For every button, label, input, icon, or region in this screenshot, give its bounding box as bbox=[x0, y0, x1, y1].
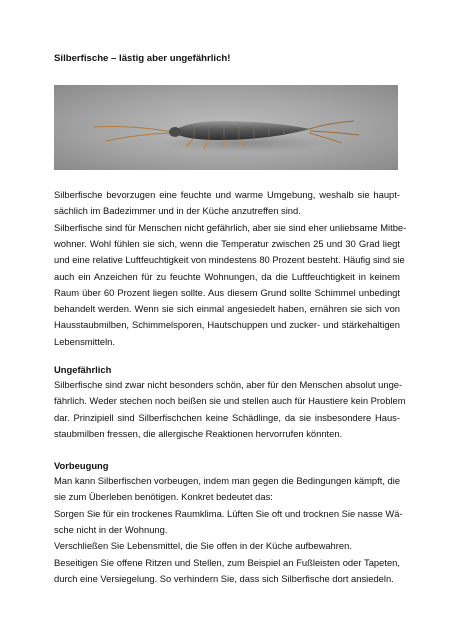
paragraph-line: sie zum Überleben benötigen. Konkret bedeutet das: bbox=[54, 491, 273, 503]
paragraph-line: sächlich im Badezimmer und in der Küche anzutreffen sind. bbox=[54, 205, 301, 217]
paragraph-line: Verschließen Sie Lebensmittel, die Sie offen in der Küche aufbewahren. bbox=[54, 540, 352, 552]
paragraph-line: Hausstaubmilben, Schimmelsporen, Hautschuppen und zucker- und stärkehaltigen bbox=[54, 319, 400, 331]
paragraph-line: behandelt werden. Wenn sie sich einmal angesiedelt haben, ernähren sie sich von bbox=[54, 303, 400, 315]
paragraph-line: dar. Prinzipiell sind Silberfischchen keine Schädlinge, da sie insbesondere Haus- bbox=[54, 411, 400, 423]
paragraph-line: Raum über 60 Prozent liegen sollte. Aus diesem Grund sollte Schimmel unbedingt bbox=[54, 286, 400, 298]
section-heading: Vorbeugung bbox=[54, 460, 109, 471]
paragraph-line: Silberfische bevorzugen eine feuchte und warme Umgebung, weshalb sie haupt- bbox=[54, 189, 400, 200]
paragraph-line: staubmilben fressen, die allergische Reaktionen hervorrufen könnten. bbox=[54, 427, 343, 439]
paragraph-line: fährlich. Weder stechen noch beißen sie und stellen auch für Haustiere kein Problem bbox=[54, 395, 406, 407]
silverfish-photo bbox=[54, 85, 398, 170]
section-heading: Ungefährlich bbox=[54, 364, 112, 375]
paragraph-line: Silberfische sind für Menschen nicht gefährlich, aber sie sind eher unliebsame Mitbe- bbox=[54, 221, 407, 233]
paragraph-line: Sorgen Sie für ein trockenes Raumklima. Lüften Sie oft und trocknen Sie nasse Wä- bbox=[54, 507, 403, 519]
paragraph-line: Beseitigen Sie offene Ritzen und Stellen, zum Beispiel an Fußleisten oder Tapeten, bbox=[54, 556, 400, 568]
paragraph-line: und eine relative Luftfeuchtigkeit von mindestens 80 Prozent besteht. Häufig sind sie bbox=[54, 254, 405, 266]
paragraph-line: sche nicht in der Wohnung. bbox=[54, 523, 168, 535]
paragraph-line: Lebensmitteln. bbox=[54, 335, 115, 347]
paragraph-line: Silberfische sind zwar nicht besonders schön, aber für den Menschen absolut unge- bbox=[54, 379, 403, 390]
paragraph-line: Man kann Silberfischen vorbeugen, indem man gegen die Bedingungen kämpft, die bbox=[54, 475, 401, 486]
document-title: Silberfische – lästig aber ungefährlich! bbox=[54, 53, 231, 64]
paragraph-line: durch eine Versiegelung. So verhindern Sie, dass sich Silberfische dort ansiedeln. bbox=[54, 572, 394, 584]
paragraph-line: auch ein Anzeichen für zu feuchte Wohnungen, da die Luftfeuchtigkeit in keinem bbox=[54, 270, 400, 282]
paragraph-line: wohner. Wohl fühlen sie sich, wenn die Temperatur zwischen 25 und 30 Grad liegt bbox=[54, 237, 400, 249]
